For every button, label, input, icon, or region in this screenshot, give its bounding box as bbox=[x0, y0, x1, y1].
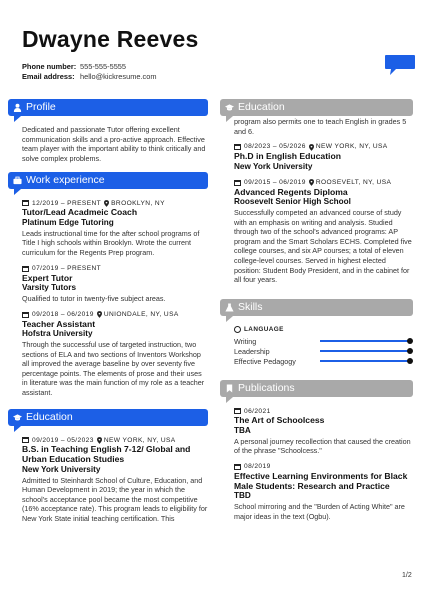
entry-desc: School mirroring and the "Burden of Acting White" are major ideas in the text (Ogbu). bbox=[234, 502, 405, 521]
education-heading-label: Education bbox=[26, 411, 73, 424]
calendar-icon bbox=[22, 266, 29, 272]
entry-date: 07/2019 – PRESENT bbox=[32, 264, 102, 272]
skills-heading-label: Skills bbox=[238, 300, 263, 313]
entry-location: NEW YORK, NY, USA bbox=[315, 143, 388, 151]
skills-group bbox=[234, 325, 413, 335]
candidate-name: Dwayne Reeves bbox=[22, 26, 199, 52]
entry-desc: Qualified to tutor in twenty-five subject areas. bbox=[22, 293, 166, 303]
language-icon bbox=[234, 326, 241, 333]
education-heading bbox=[8, 409, 208, 426]
entry-desc: Admitted to Steinhardt School of Culture, Education, and Human Development in 2019; the year in which the school's acceptance pool became the most competitive (16% acceptance rate). This program leads to eligibility for New York State initial teaching certification. This bbox=[22, 475, 208, 524]
skill-fill bbox=[320, 350, 410, 352]
skill-row bbox=[234, 346, 413, 356]
location-pin-icon bbox=[309, 179, 314, 186]
publications-heading-label: Publications bbox=[238, 382, 295, 395]
skills-heading bbox=[220, 299, 413, 316]
publications-heading bbox=[220, 380, 413, 397]
calendar-icon bbox=[22, 200, 29, 206]
graduation-cap-icon bbox=[13, 413, 22, 422]
skill-knob bbox=[407, 358, 413, 364]
phone-label: Phone number: bbox=[22, 62, 77, 71]
calendar-icon bbox=[234, 180, 241, 186]
skill-name: Effective Pedagogy bbox=[234, 356, 296, 366]
calendar-icon bbox=[234, 408, 241, 414]
experience-entry bbox=[22, 310, 208, 398]
profile-heading bbox=[8, 99, 208, 116]
education-continued-section bbox=[220, 117, 413, 285]
skill-level-bar bbox=[320, 356, 410, 366]
skill-fill bbox=[320, 360, 410, 362]
calendar-icon bbox=[234, 464, 241, 470]
profile-heading-label: Profile bbox=[26, 101, 56, 113]
contact-block bbox=[22, 62, 157, 82]
calendar-icon bbox=[22, 437, 29, 443]
left-column bbox=[8, 99, 208, 530]
experience-entry bbox=[22, 264, 208, 304]
briefcase-icon bbox=[13, 176, 22, 185]
experience-entry bbox=[22, 198, 208, 257]
skills-section bbox=[220, 325, 413, 367]
entry-location: UNIONDALE, NY, USA bbox=[103, 310, 179, 318]
skill-name: Writing bbox=[234, 336, 257, 346]
location-pin-icon bbox=[97, 437, 102, 444]
entry-title: The Art of Schoolcess bbox=[234, 415, 325, 426]
email-value: hello@kickresume.com bbox=[80, 72, 157, 81]
entry-org: New York University bbox=[22, 465, 101, 475]
profile-text: Dedicated and passionate Tutor offering excellent communication skills and a pro-active approach. Effective team player with the important ability to think critically and solve complex problems. bbox=[22, 125, 206, 163]
entry-date: 08/2019 bbox=[244, 463, 271, 471]
location-pin-icon bbox=[104, 200, 109, 207]
entry-desc: Successfully competed an advanced course of study with an emphasis on writing and analysis. Studied through two of the school's advanced programs: AP program and the Smart Scholars ECHS. Completed five college courses, and six AP courses; a total of eleven college-level courses. Served in highest elected position: Student Body President, and in the cabinet for all four years. bbox=[234, 207, 412, 285]
profile-section bbox=[8, 125, 208, 163]
bookmark-icon bbox=[225, 384, 234, 393]
skill-level-bar bbox=[320, 346, 410, 356]
entry-location: BROOKLYN, NY bbox=[111, 199, 165, 207]
entry-date: 09/2018 – 06/2019 bbox=[32, 310, 94, 318]
phone-value: 555-555-5555 bbox=[80, 62, 127, 71]
calendar-icon bbox=[234, 144, 241, 150]
entry-org: TBA bbox=[234, 426, 251, 436]
right-column bbox=[220, 99, 413, 527]
publication-entry bbox=[234, 462, 413, 521]
experience-section bbox=[8, 198, 208, 397]
calendar-icon bbox=[22, 312, 29, 318]
entry-desc: Through the successful use of targeted instruction, two sections of ELA and two sections of Inventors Workshop all improved the average baseline by over seventy five percentage points. The elements of prose and their uses in literature was the main function of my role as a teacher assistant. bbox=[22, 339, 205, 397]
entry-desc: Leads instructional time for the after school programs of Title I high schools within Brooklyn. Wrote the current curriculum for the Regents Prep program. bbox=[22, 228, 200, 257]
entry-desc: A personal journey recollection that caused the creation of the phrase "Schoolcess." bbox=[234, 436, 411, 456]
skills-list bbox=[234, 336, 413, 366]
education-entry bbox=[234, 142, 413, 171]
entry-date: 09/2015 – 06/2019 bbox=[244, 178, 306, 186]
experience-heading-label: Work experience bbox=[26, 174, 105, 187]
entry-org: New York University bbox=[234, 161, 313, 171]
entry-org: TBD bbox=[234, 491, 251, 501]
entry-date: 08/2023 – 05/2026 bbox=[244, 143, 306, 151]
page-number: 1/2 bbox=[402, 572, 412, 579]
email-label: Email address: bbox=[22, 72, 75, 81]
entry-org: Platinum Edge Tutoring bbox=[22, 218, 114, 228]
experience-heading bbox=[8, 172, 208, 189]
skill-row bbox=[234, 336, 413, 346]
education-section bbox=[8, 435, 208, 523]
chat-bubble-icon bbox=[384, 54, 416, 76]
entry-title: Effective Learning Environments for Black Male Students: Research and Practice bbox=[234, 470, 408, 491]
education-continued-heading bbox=[220, 99, 413, 116]
entry-title: Teacher Assistant bbox=[22, 318, 96, 329]
skill-knob bbox=[407, 348, 413, 354]
entry-title: B.S. in Teaching English 7-12/ Global and Urban Education Studies bbox=[22, 444, 191, 465]
entry-date: 09/2019 – 05/2023 bbox=[32, 436, 94, 444]
publication-entry bbox=[234, 406, 413, 456]
entry-org: Roosevelt Senior High School bbox=[234, 197, 351, 207]
entry-location: ROOSEVELT, NY, USA bbox=[315, 178, 392, 186]
flask-icon bbox=[225, 303, 234, 312]
entry-location: NEW YORK, NY, USA bbox=[103, 436, 176, 444]
entry-org: Varsity Tutors bbox=[22, 283, 76, 293]
entry-title: Ph.D in English Education bbox=[234, 151, 341, 162]
skill-fill bbox=[320, 340, 410, 342]
graduation-cap-icon bbox=[225, 103, 234, 112]
education-entry bbox=[22, 435, 208, 523]
skill-knob bbox=[407, 338, 413, 344]
skill-name: Leadership bbox=[234, 346, 270, 356]
entry-date: 12/2019 – PRESENT bbox=[32, 199, 102, 207]
entry-title: Tutor/Lead Acadmeic Coach bbox=[22, 207, 138, 218]
entry-org: Hofstra University bbox=[22, 329, 93, 339]
education-continued-text: program also permits one to teach English in grades 5 and 6. bbox=[234, 117, 407, 136]
education-continued-heading-label: Education bbox=[238, 101, 285, 113]
publications-section bbox=[220, 406, 413, 521]
location-pin-icon bbox=[309, 144, 314, 151]
skill-row bbox=[234, 356, 413, 366]
entry-title: Advanced Regents Diploma bbox=[234, 186, 348, 197]
location-pin-icon bbox=[97, 311, 102, 318]
education-entry bbox=[234, 178, 413, 285]
person-icon bbox=[13, 103, 22, 112]
entry-title: Expert Tutor bbox=[22, 272, 73, 283]
skill-level-bar bbox=[320, 336, 410, 346]
entry-date: 06/2021 bbox=[244, 407, 271, 415]
skills-group-label: LANGUAGE bbox=[244, 325, 284, 333]
